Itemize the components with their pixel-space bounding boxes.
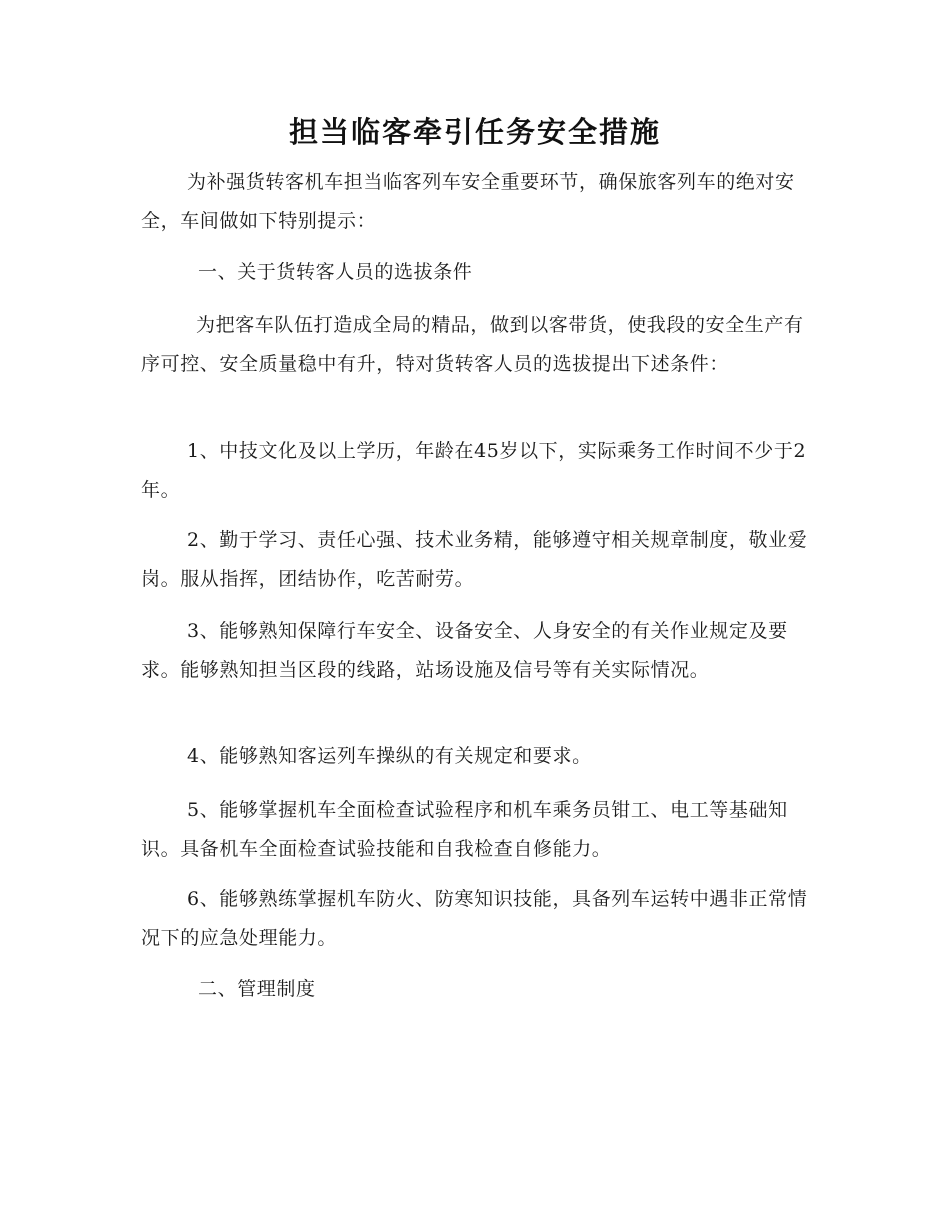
document-title: 担当临客牵引任务安全措施 xyxy=(288,115,661,149)
list-item-3: 3、能够熟知保障行车安全、设备安全、人身安全的有关作业规定及要求。能够熟知担当区段的线路，站场设施及信号等有关实际情况。 xyxy=(141,620,788,681)
list-item-2: 2、勤于学习、责任心强、技术业务精，能够遵守相关规章制度，敬业爱岗。服从指挥，团结协作，吃苦耐劳。 xyxy=(141,529,808,590)
list-item-5: 5、能够掌握机车全面检查试验程序和机车乘务员钳工、电工等基础知识。具备机车全面检查试验技能和自我检查自修能力。 xyxy=(141,799,788,860)
section-heading-2: 二、管理制度 xyxy=(198,978,316,1000)
section-heading-1: 一、关于货转客人员的选拔条件 xyxy=(198,261,473,283)
list-item-1: 1、中技文化及以上学历，年龄在45岁以下，实际乘务工作时间不少于2年。 xyxy=(141,440,807,501)
list-item-6: 6、能够熟练掌握机车防火、防寒知识技能，具备列车运转中遇非正常情况下的应急处理能力。 xyxy=(141,888,808,949)
list-item-4: 4、能够熟知客运列车操纵的有关规定和要求。 xyxy=(187,745,592,767)
intro-paragraph: 为补强货转客机车担当临客列车安全重要环节，确保旅客列车的绝对安全，车间做如下特别提示： xyxy=(141,171,795,232)
section-1-intro-paragraph: 为把客车队伍打造成全局的精品，做到以客带货，使我段的安全生产有序可控、安全质量稳中有升，特对货转客人员的选拔提出下述条件： xyxy=(141,314,804,375)
